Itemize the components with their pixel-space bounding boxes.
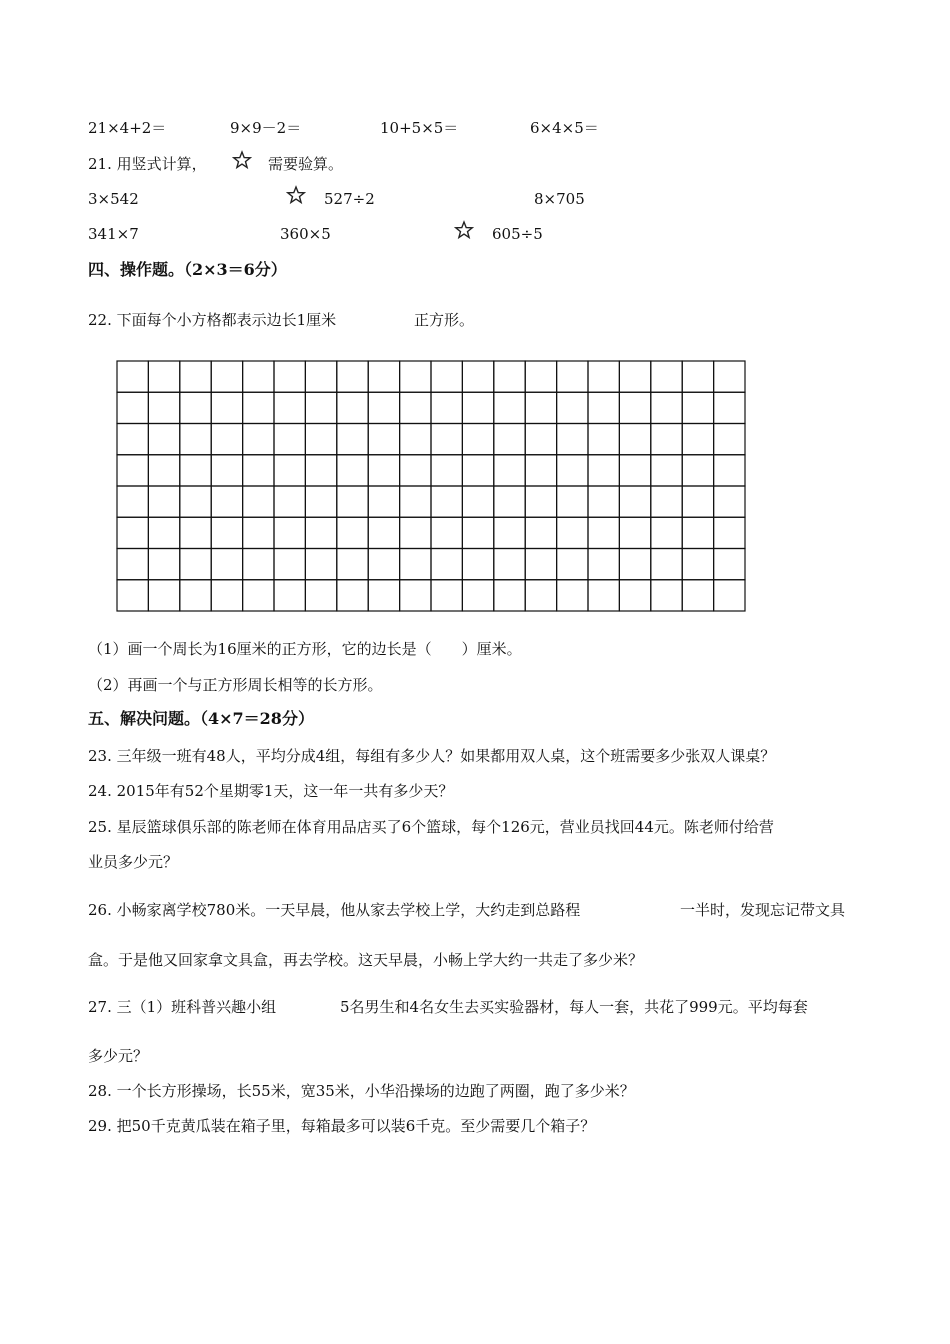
grid-cell bbox=[431, 424, 462, 455]
grid-cell bbox=[525, 424, 556, 455]
grid-cell bbox=[714, 361, 745, 392]
q27-line2: 多少元？ bbox=[88, 1047, 149, 1065]
grid-cell bbox=[117, 361, 148, 392]
grid-cell bbox=[180, 517, 211, 548]
grid-cell bbox=[588, 549, 619, 580]
grid-cell bbox=[619, 361, 650, 392]
grid-cell bbox=[462, 517, 493, 548]
grid-cell bbox=[525, 517, 556, 548]
q26-line1b: 一半时，发现忘记带文具 bbox=[680, 901, 846, 919]
grid-cell bbox=[117, 424, 148, 455]
grid-cell bbox=[431, 517, 462, 548]
grid-cell bbox=[243, 424, 274, 455]
grid-cell bbox=[305, 392, 336, 423]
grid-cell bbox=[462, 549, 493, 580]
grid-cell bbox=[431, 361, 462, 392]
grid-cell bbox=[431, 580, 462, 611]
grid-cell bbox=[337, 486, 368, 517]
calc-5: 360×5 bbox=[280, 225, 331, 243]
grid-cell bbox=[148, 392, 179, 423]
grid-cell bbox=[180, 361, 211, 392]
grid-cell bbox=[368, 580, 399, 611]
grid-cell bbox=[557, 549, 588, 580]
grid-cell bbox=[557, 486, 588, 517]
grid-cell bbox=[525, 549, 556, 580]
grid-cell bbox=[274, 392, 305, 423]
grid-cell bbox=[148, 486, 179, 517]
grid-cell bbox=[117, 517, 148, 548]
grid-cell bbox=[148, 424, 179, 455]
grid-cell bbox=[211, 361, 242, 392]
grid-cell bbox=[651, 392, 682, 423]
grid-cell bbox=[494, 549, 525, 580]
square-grid bbox=[116, 360, 746, 612]
grid-cell bbox=[337, 549, 368, 580]
grid-cell bbox=[305, 517, 336, 548]
grid-cell bbox=[494, 424, 525, 455]
grid-cell bbox=[243, 361, 274, 392]
grid-cell bbox=[117, 580, 148, 611]
grid-cell bbox=[714, 517, 745, 548]
star-icon bbox=[286, 185, 306, 205]
grid-cell bbox=[619, 580, 650, 611]
grid-cell bbox=[243, 580, 274, 611]
grid-cell bbox=[525, 392, 556, 423]
grid-cell bbox=[274, 549, 305, 580]
grid-cell bbox=[305, 486, 336, 517]
grid-cell bbox=[274, 424, 305, 455]
grid-cell bbox=[462, 486, 493, 517]
grid-cell bbox=[588, 517, 619, 548]
grid-cell bbox=[211, 486, 242, 517]
grid-cell bbox=[682, 486, 713, 517]
grid-cell bbox=[462, 455, 493, 486]
grid-cell bbox=[494, 517, 525, 548]
grid-cell bbox=[494, 455, 525, 486]
grid-cell bbox=[651, 455, 682, 486]
grid-cell bbox=[588, 486, 619, 517]
grid-cell bbox=[431, 392, 462, 423]
grid-cell bbox=[714, 549, 745, 580]
grid-cell bbox=[400, 549, 431, 580]
grid-cell bbox=[714, 455, 745, 486]
expr-3: 10+5×5＝ bbox=[380, 119, 459, 137]
section5-heading: 五、解决问题。（4×7＝28分） bbox=[88, 709, 314, 728]
q21-note: 需要验算。 bbox=[268, 155, 344, 173]
grid-cell bbox=[148, 517, 179, 548]
expr-4: 6×4×5＝ bbox=[530, 119, 599, 137]
grid-cell bbox=[557, 517, 588, 548]
grid-cell bbox=[368, 424, 399, 455]
grid-cell bbox=[368, 517, 399, 548]
q21-title: 21. 用竖式计算， bbox=[88, 155, 207, 173]
grid-cell bbox=[180, 486, 211, 517]
grid-cell bbox=[557, 424, 588, 455]
grid-cell bbox=[337, 517, 368, 548]
grid-cell bbox=[243, 392, 274, 423]
q22-text-a: 22. 下面每个小方格都表示边长1厘米 bbox=[88, 311, 337, 329]
grid-cell bbox=[180, 424, 211, 455]
calc-6: 605÷5 bbox=[492, 225, 543, 243]
q26-line2: 盒。于是他又回家拿文具盒，再去学校。这天早晨，小畅上学大约一共走了多少米？ bbox=[88, 951, 644, 969]
grid-cell bbox=[180, 580, 211, 611]
grid-cell bbox=[557, 580, 588, 611]
grid-cell bbox=[557, 392, 588, 423]
grid-cell bbox=[337, 361, 368, 392]
grid-cell bbox=[274, 486, 305, 517]
star-icon bbox=[454, 220, 474, 240]
grid-cell bbox=[117, 549, 148, 580]
grid-cell bbox=[400, 517, 431, 548]
grid-cell bbox=[305, 455, 336, 486]
grid-cell bbox=[619, 517, 650, 548]
grid-cell bbox=[400, 392, 431, 423]
grid-cell bbox=[714, 392, 745, 423]
grid-cell bbox=[557, 361, 588, 392]
grid-cell bbox=[368, 455, 399, 486]
calc-2: 527÷2 bbox=[324, 190, 375, 208]
calc-3: 8×705 bbox=[534, 190, 585, 208]
grid-cell bbox=[682, 580, 713, 611]
grid-cell bbox=[494, 361, 525, 392]
expr-2: 9×9－2＝ bbox=[230, 119, 302, 137]
grid-cell bbox=[400, 361, 431, 392]
grid-cell bbox=[148, 549, 179, 580]
q22-sub1: （1）画一个周长为16厘米的正方形，它的边长是（ ）厘米。 bbox=[88, 640, 522, 658]
grid-cell bbox=[682, 361, 713, 392]
calc-1: 3×542 bbox=[88, 190, 139, 208]
q29: 29. 把50千克黄瓜装在箱子里，每箱最多可以装6千克。至少需要几个箱子？ bbox=[88, 1117, 596, 1135]
grid-cell bbox=[588, 361, 619, 392]
grid-cell bbox=[714, 486, 745, 517]
q22-sub2: （2）再画一个与正方形周长相等的长方形。 bbox=[88, 676, 383, 694]
grid-cell bbox=[651, 517, 682, 548]
grid-cell bbox=[368, 392, 399, 423]
calc-4: 341×7 bbox=[88, 225, 139, 243]
grid-cell bbox=[274, 455, 305, 486]
q28: 28. 一个长方形操场，长55米，宽35米，小华沿操场的边跑了两圈，跑了多少米？ bbox=[88, 1082, 635, 1100]
q24: 24. 2015年有52个星期零1天，这一年一共有多少天？ bbox=[88, 782, 454, 800]
grid-cell bbox=[494, 580, 525, 611]
grid-cell bbox=[243, 486, 274, 517]
grid-cell bbox=[211, 424, 242, 455]
grid-cell bbox=[211, 455, 242, 486]
grid-cell bbox=[400, 486, 431, 517]
grid-cell bbox=[274, 361, 305, 392]
grid-cell bbox=[148, 580, 179, 611]
grid-cell bbox=[274, 580, 305, 611]
grid-cell bbox=[180, 392, 211, 423]
q25-line2: 业员多少元？ bbox=[88, 853, 179, 871]
grid-cell bbox=[305, 549, 336, 580]
grid-cell bbox=[651, 361, 682, 392]
expr-1: 21×4+2＝ bbox=[88, 119, 167, 137]
grid-cell bbox=[431, 455, 462, 486]
grid-cell bbox=[337, 455, 368, 486]
grid-cell bbox=[682, 517, 713, 548]
grid-cell bbox=[431, 549, 462, 580]
grid-cell bbox=[651, 549, 682, 580]
q23: 23. 三年级一班有48人，平均分成4组，每组有多少人？如果都用双人桌，这个班需要多少张双人课桌？ bbox=[88, 747, 776, 765]
grid-cell bbox=[305, 424, 336, 455]
q22-text-b: 正方形。 bbox=[414, 311, 475, 329]
grid-cell bbox=[337, 580, 368, 611]
q27-line1a: 27. 三（1）班科普兴趣小组 bbox=[88, 998, 277, 1016]
grid-cell bbox=[368, 486, 399, 517]
grid-cell bbox=[682, 392, 713, 423]
grid-cell bbox=[431, 486, 462, 517]
grid-cell bbox=[557, 455, 588, 486]
grid-cell bbox=[714, 424, 745, 455]
grid-cell bbox=[274, 517, 305, 548]
grid-cell bbox=[337, 424, 368, 455]
grid-cell bbox=[588, 392, 619, 423]
grid-cell bbox=[619, 486, 650, 517]
grid-cell bbox=[682, 424, 713, 455]
grid-cell bbox=[619, 424, 650, 455]
grid-cell bbox=[211, 580, 242, 611]
q26-line1a: 26. 小畅家离学校780米。一天早晨，他从家去学校上学，大约走到总路程 bbox=[88, 901, 581, 919]
grid-cell bbox=[400, 455, 431, 486]
grid-cell bbox=[462, 361, 493, 392]
grid-cell bbox=[462, 392, 493, 423]
grid-cell bbox=[243, 455, 274, 486]
grid-cell bbox=[462, 424, 493, 455]
grid-cell bbox=[211, 549, 242, 580]
grid-cell bbox=[682, 549, 713, 580]
grid-cell bbox=[588, 455, 619, 486]
grid-cell bbox=[305, 580, 336, 611]
grid-cell bbox=[619, 392, 650, 423]
grid-cell bbox=[117, 392, 148, 423]
grid-cell bbox=[148, 455, 179, 486]
grid-cell bbox=[117, 486, 148, 517]
grid-cell bbox=[211, 517, 242, 548]
grid-cell bbox=[651, 486, 682, 517]
q25-line1: 25. 星辰篮球俱乐部的陈老师在体育用品店买了6个篮球，每个126元，营业员找回44元。陈老师付给营 bbox=[88, 818, 774, 836]
grid-cell bbox=[117, 455, 148, 486]
grid-cell bbox=[462, 580, 493, 611]
grid-cell bbox=[714, 580, 745, 611]
grid-cell bbox=[180, 549, 211, 580]
grid-cell bbox=[368, 549, 399, 580]
grid-cell bbox=[525, 361, 556, 392]
grid-cell bbox=[651, 580, 682, 611]
grid-cell bbox=[400, 424, 431, 455]
grid-cell bbox=[180, 455, 211, 486]
grid-cell bbox=[400, 580, 431, 611]
grid-cell bbox=[243, 517, 274, 548]
section4-heading: 四、操作题。（2×3＝6分） bbox=[88, 260, 287, 279]
grid-cell bbox=[211, 392, 242, 423]
grid-cell bbox=[494, 486, 525, 517]
grid-cell bbox=[525, 486, 556, 517]
star-icon bbox=[232, 150, 252, 170]
grid-cell bbox=[494, 392, 525, 423]
grid-cell bbox=[525, 455, 556, 486]
grid-cell bbox=[305, 361, 336, 392]
grid-cell bbox=[588, 580, 619, 611]
grid-cell bbox=[148, 361, 179, 392]
grid-cell bbox=[619, 549, 650, 580]
grid-cell bbox=[525, 580, 556, 611]
grid-cell bbox=[337, 392, 368, 423]
grid-cell bbox=[588, 424, 619, 455]
grid-cell bbox=[651, 424, 682, 455]
grid-cell bbox=[682, 455, 713, 486]
grid-cell bbox=[619, 455, 650, 486]
grid-cell bbox=[243, 549, 274, 580]
q27-line1b: 5名男生和4名女生去买实验器材，每人一套，共花了999元。平均每套 bbox=[340, 998, 808, 1016]
grid-cell bbox=[368, 361, 399, 392]
